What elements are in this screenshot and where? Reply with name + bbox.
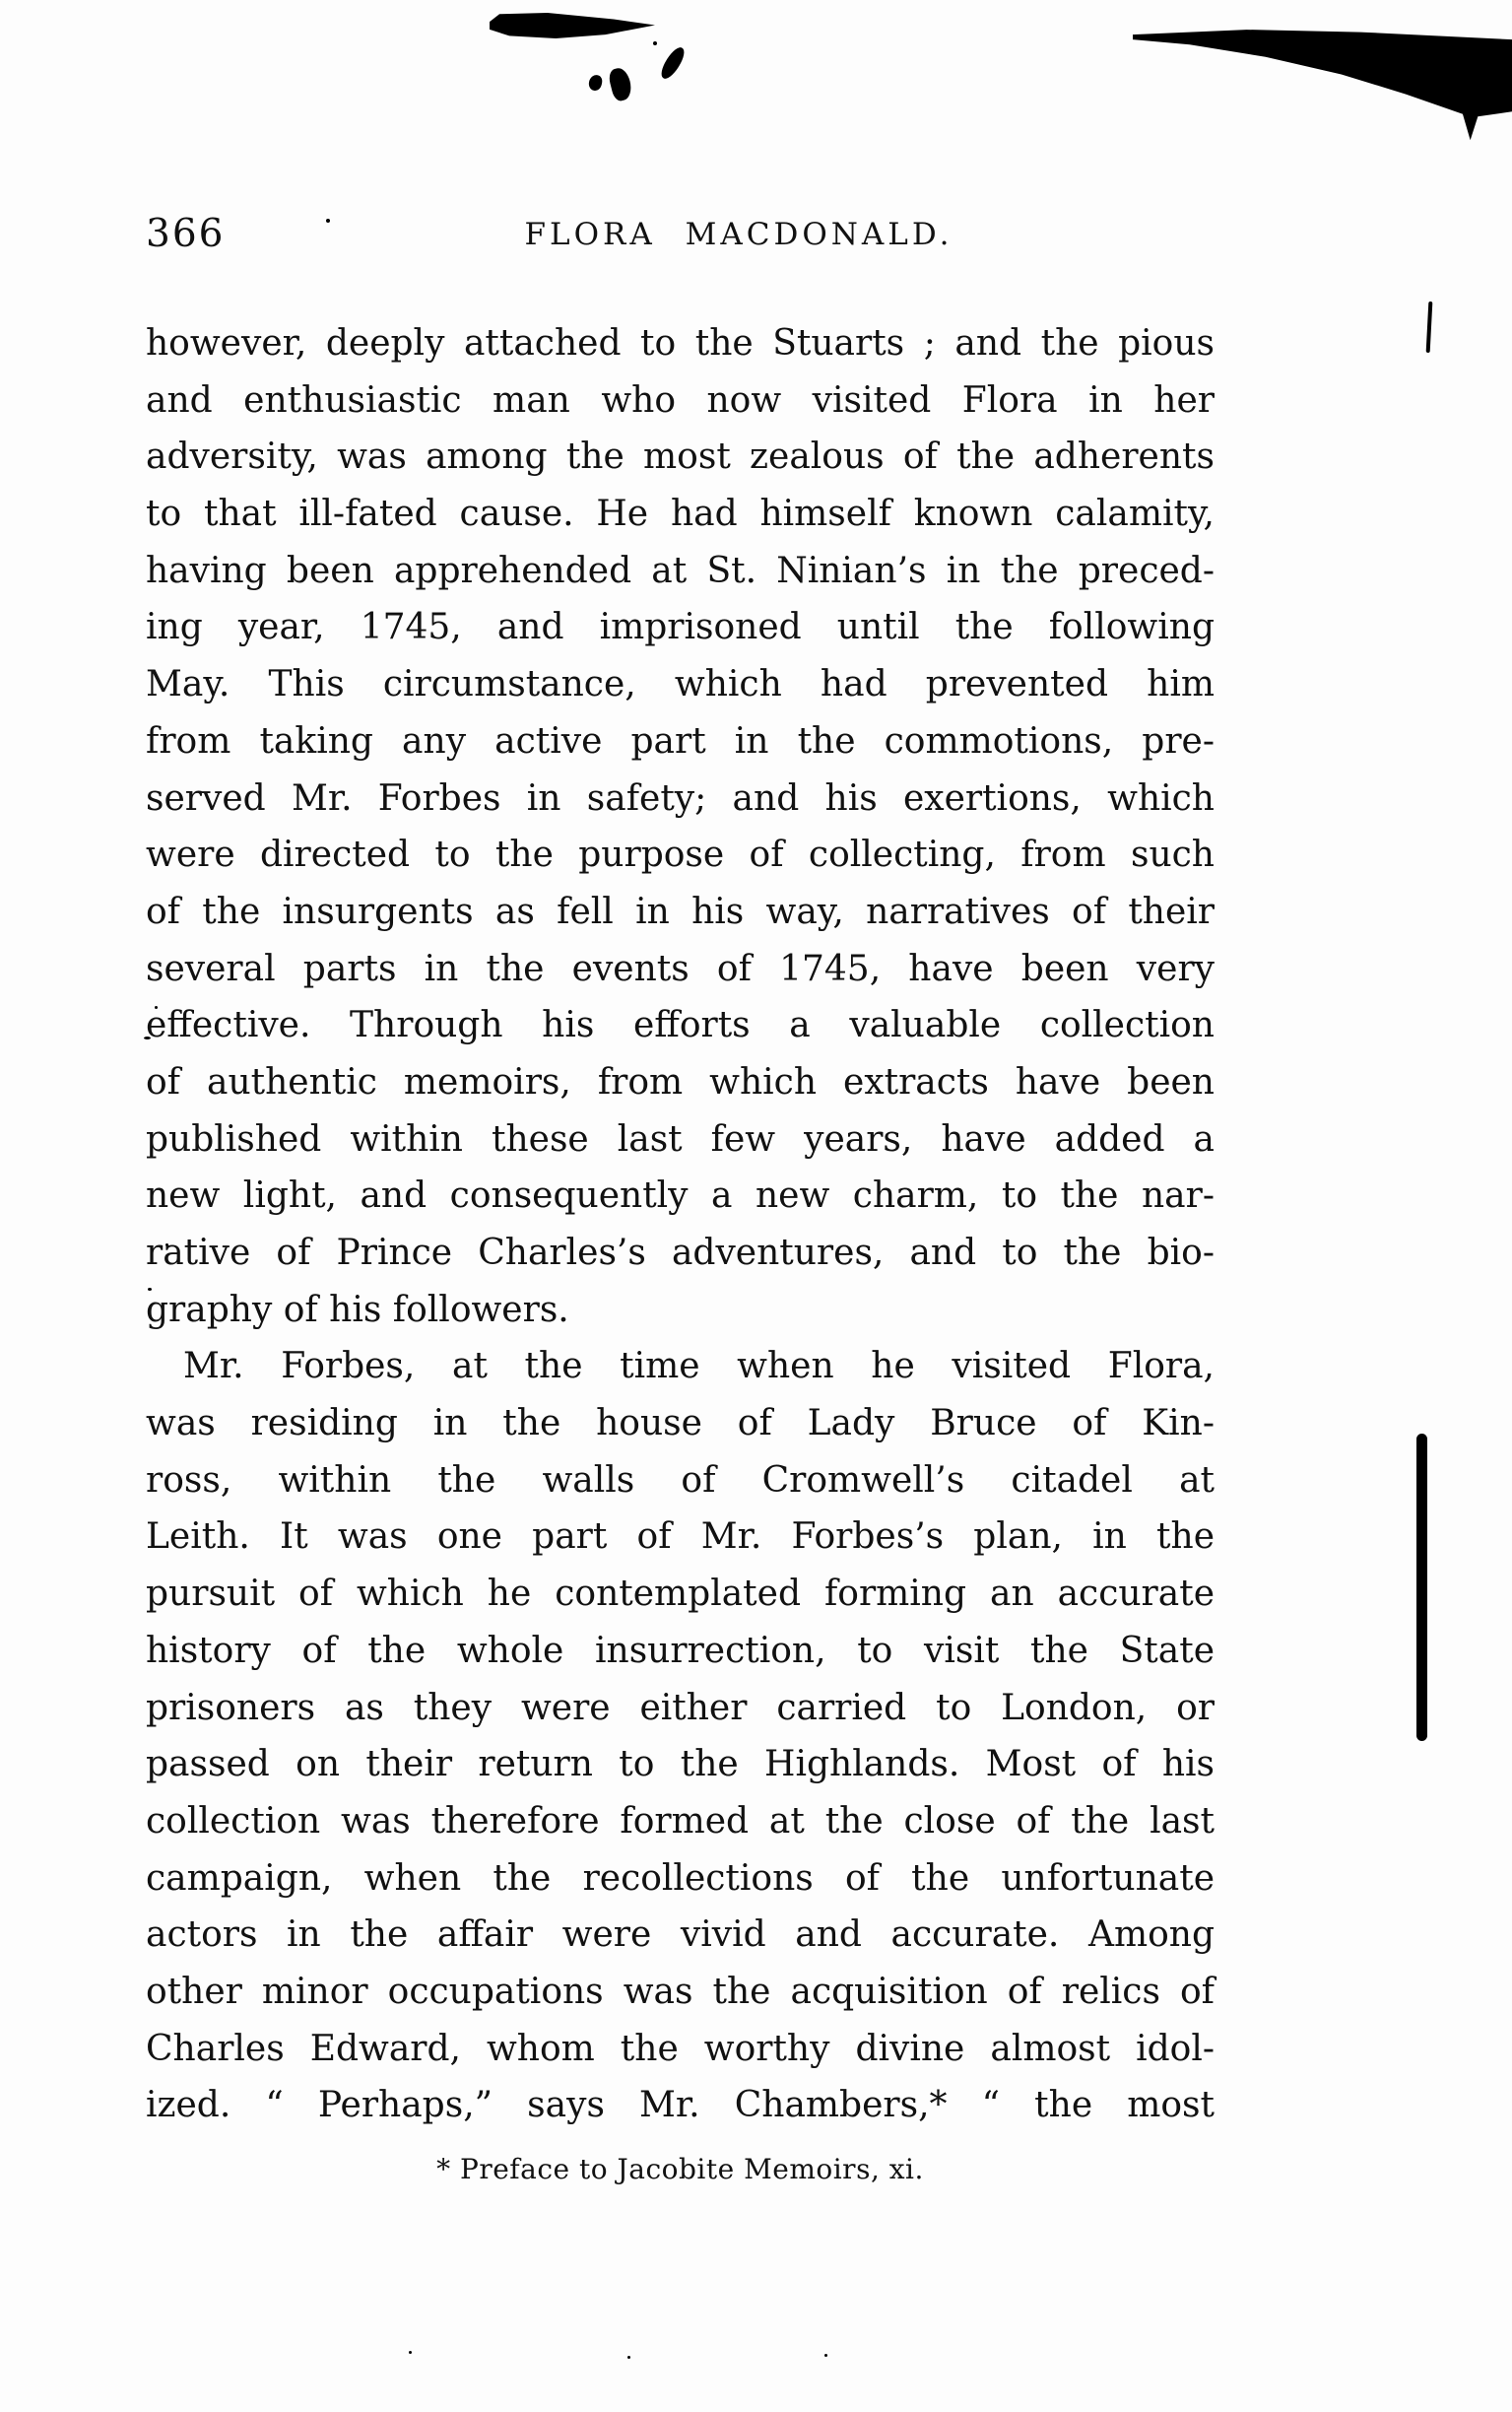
text-line: collection was therefore formed at the close of the last [146, 1800, 1215, 1842]
text-line: served Mr. Forbes in safety; and his exertions, which [146, 777, 1215, 819]
text-line: other minor occupations was the acquisition of relics of [146, 1971, 1215, 2012]
text-line: having been apprehended at St. Ninian’s in the preced- [146, 550, 1215, 591]
text-line: history of the whole insurrection, to visit the State [146, 1630, 1215, 1671]
text-line: was residing in the house of Lady Bruce of Kin- [146, 1403, 1215, 1444]
text-line: passed on their return to the Highlands. Most of his [146, 1744, 1215, 1785]
text-line: of the insurgents as fell in his way, narratives of their [146, 891, 1215, 932]
footnote: * Preface to Jacobite Memoirs, xi. [436, 2153, 924, 2185]
text-line: effective. Through his efforts a valuable collection [146, 1005, 1215, 1046]
text-line: from taking any active part in the commotions, pre- [146, 720, 1215, 762]
paragraph [146, 315, 1215, 1338]
scan-speck [409, 2351, 412, 2354]
text-line: published within these last few years, have added a [146, 1118, 1215, 1160]
text-line: May. This circumstance, which had prevented him [146, 664, 1215, 705]
text-line: Leith. It was one part of Mr. Forbes’s plan, in the [146, 1516, 1215, 1558]
text-line: were directed to the purpose of collecting, from such [146, 835, 1215, 876]
scan-speck [824, 2354, 827, 2357]
text-line: Charles Edward, whom the worthy divine almost idol- [146, 2028, 1215, 2069]
text-line: however, deeply attached to the Stuarts ; and the pious [146, 323, 1215, 364]
paragraph [146, 1338, 1215, 2134]
scan-speck [326, 219, 330, 223]
text-line: and enthusiastic man who now visited Flora in her [146, 379, 1215, 421]
text-line: adversity, was among the most zealous of the adherents [146, 436, 1215, 478]
scan-artifact-ink-blob [587, 74, 603, 92]
text-line: new light, and consequently a new charm, to the nar- [146, 1175, 1215, 1217]
scan-speck [627, 2356, 630, 2359]
scan-artifact-ink-blob [607, 66, 633, 102]
text-line: to that ill-fated cause. He had himself known calamity, [146, 494, 1215, 535]
text-block [146, 315, 1215, 2134]
text-line: ross, within the walls of Cromwell’s citadel at [146, 1459, 1215, 1501]
text-line: actors in the affair were vivid and accurate. Among [146, 1914, 1215, 1956]
text-line: ized. “ Perhaps,” says Mr. Chambers,* “ the most [146, 2085, 1215, 2126]
scan-artifact-right-margin-mark [1426, 302, 1433, 353]
text-line: of authentic memoirs, from which extracts have been [146, 1061, 1215, 1103]
text-line: pursuit of which he contemplated forming an accurate [146, 1574, 1215, 1615]
scan-artifact-right-margin-bar [1416, 1434, 1427, 1741]
text-line: campaign, when the recollections of the unfortunate [146, 1857, 1215, 1899]
text-line: rative of Prince Charles’s adventures, and to the bio- [146, 1233, 1215, 1273]
scan-artifact-top-center-wedge [490, 13, 655, 38]
text-line: ing year, 1745, and imprisoned until the following [146, 607, 1215, 648]
scan-artifact-top-right-shadow [1133, 20, 1512, 144]
running-header: FLORA MACDONALD. [524, 217, 953, 252]
scan-speck [653, 41, 657, 45]
page-number: 366 [146, 212, 226, 256]
text-line: graphy of his followers. [146, 1289, 569, 1330]
scan-artifact-ink-blob [658, 44, 689, 82]
text-line: several parts in the events of 1745, have been very [146, 948, 1215, 989]
text-line: prisoners as they were either carried to London, or [146, 1687, 1215, 1728]
text-line: Mr. Forbes, at the time when he visited Flora, [183, 1346, 1215, 1387]
